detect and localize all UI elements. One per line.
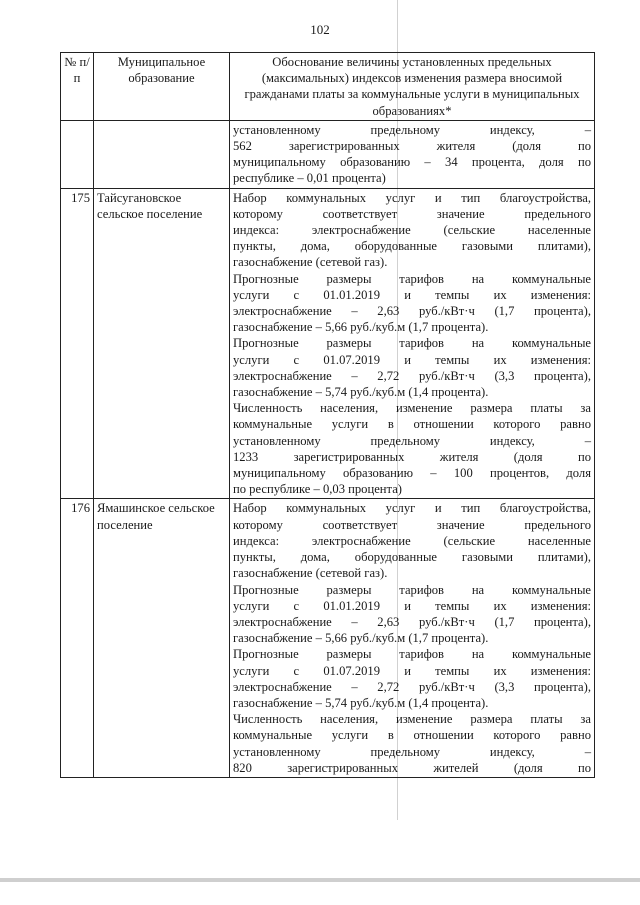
text-line: электроснабжение – 2,72 руб./кВт·ч (3,3 процента),: [233, 679, 591, 694]
text-line: пункты, дома, оборудованные газовыми плитами),: [233, 239, 591, 254]
text-line: пункты, дома, оборудованные газовыми плитами),: [233, 550, 591, 565]
header-justification: Обоснование величины установленных предельных (максимальных) индексов изменения размера вносимой гражданами платы за коммунальные услуги в муниципальных образованиях*: [230, 53, 595, 121]
text-line: индекса: электроснабжение (сельские населенные: [233, 223, 591, 238]
text-line: Численность населения, изменение размера платы за: [233, 401, 591, 416]
text-line: газоснабжение (сетевой газ).: [233, 566, 388, 581]
text-line: установленному предельному индексу, –: [233, 433, 591, 448]
text-line: газоснабжение – 5,74 руб./куб.м (1,4 процента).: [233, 385, 489, 400]
text-line: установленному предельному индексу, –: [233, 122, 591, 137]
header-number: № п/п: [61, 53, 94, 121]
table-row-176: [61, 499, 595, 777]
text-line: Прогнозные размеры тарифов на коммунальные: [233, 271, 591, 286]
text-line: услуги с 01.01.2019 и темпы их изменения:: [233, 287, 591, 302]
row-number: 176: [61, 499, 94, 777]
continuation-number-cell: [61, 120, 94, 188]
text-line: коммунальные услуги в отношении которого равно: [233, 728, 591, 743]
scan-edge-band: [0, 878, 640, 882]
table-row-175: [61, 188, 595, 499]
page-number: 102: [310, 22, 330, 37]
text-line: муниципальному образованию – 100 процентов, доля: [233, 466, 591, 481]
header-municipality: Муниципальное образование: [94, 53, 230, 121]
text-line: Набор коммунальных услуг и тип благоустройства,: [233, 190, 591, 205]
text-line: услуги с 01.07.2019 и темпы их изменения:: [233, 663, 591, 678]
continuation-name-cell: [94, 120, 230, 188]
row-number: 175: [61, 188, 94, 499]
text-line: по республике – 0,03 процента): [233, 482, 402, 497]
municipality-name: Тайсугановское сельское поселение: [94, 188, 230, 499]
text-line: электроснабжение – 2,63 руб./кВт·ч (1,7 процента),: [233, 304, 591, 319]
text-line: газоснабжение – 5,66 руб./куб.м (1,7 процента).: [233, 320, 489, 335]
text-line: коммунальные услуги в отношении которого равно: [233, 417, 591, 432]
text-line: которому соответствует значение предельного: [233, 206, 591, 221]
text-line: 820 зарегистрированных жителей (доля по: [233, 760, 591, 775]
text-line: газоснабжение (сетевой газ).: [233, 255, 388, 270]
table-row-continuation: [61, 120, 595, 188]
continuation-text-cell: [230, 120, 595, 188]
text-line: услуги с 01.07.2019 и темпы их изменения:: [233, 352, 591, 367]
text-line: Численность населения, изменение размера платы за: [233, 712, 591, 727]
tariff-justification-table: [60, 52, 595, 778]
text-line: электроснабжение – 2,72 руб./кВт·ч (3,3 процента),: [233, 368, 591, 383]
text-line: республике – 0,01 процента): [233, 171, 386, 186]
text-line: 1233 зарегистрированных жителя (доля по: [233, 449, 591, 464]
text-line: которому соответствует значение предельного: [233, 517, 591, 532]
text-line: муниципальному образованию – 34 процента, доля по: [233, 155, 591, 170]
text-line: газоснабжение – 5,74 руб./куб.м (1,4 процента).: [233, 695, 489, 710]
text-line: 562 зарегистрированных жителя (доля по: [233, 139, 591, 154]
text-line: Прогнозные размеры тарифов на коммунальные: [233, 582, 591, 597]
text-line: газоснабжение – 5,66 руб./куб.м (1,7 процента).: [233, 631, 489, 646]
justification-text: [230, 499, 595, 777]
text-line: Прогнозные размеры тарифов на коммунальные: [233, 336, 591, 351]
text-line: услуги с 01.01.2019 и темпы их изменения:: [233, 598, 591, 613]
text-line: индекса: электроснабжение (сельские населенные: [233, 533, 591, 548]
text-line: установленному предельному индексу, –: [233, 744, 591, 759]
text-line: Прогнозные размеры тарифов на коммунальные: [233, 647, 591, 662]
text-line: Набор коммунальных услуг и тип благоустройства,: [233, 501, 591, 516]
municipality-name: Ямашинское сельское поселение: [94, 499, 230, 777]
table-header-row: [61, 53, 595, 121]
text-line: электроснабжение – 2,63 руб./кВт·ч (1,7 процента),: [233, 614, 591, 629]
justification-text: [230, 188, 595, 499]
